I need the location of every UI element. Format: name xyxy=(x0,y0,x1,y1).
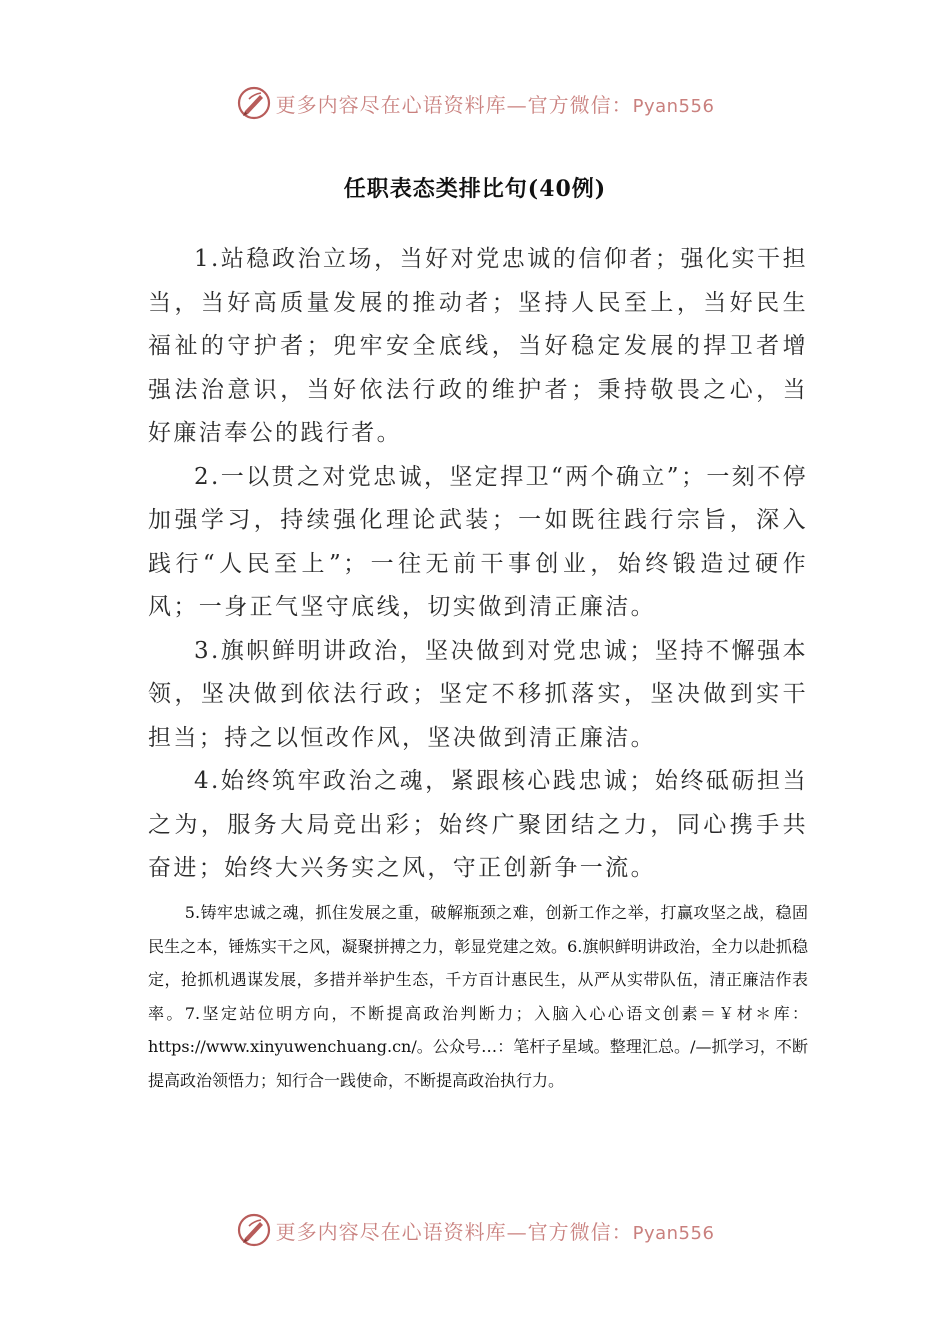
document-title: 任职表态类排比句(40例) xyxy=(343,176,607,202)
paragraph-5-7: 5.铸牢忠诚之魂，抓住发展之重，破解瓶颈之难，创新工作之举，打赢攻坚之战，稳固民生之本，锤炼实干之风，凝聚拼搏之力，彰显党建之效。6.旗帜鲜明讲政治，全力以赴抓稳定，抢抓机遇谋发展，多措并举护生态，千方百计惠民生，从严从实带队伍，清正廉洁作表率。7.坚定站位明方向，不断提高政治判断力；入脑入心心语文创素＝￥材＊库： https://www.xinyuwenchuang.cn/。公众号…：笔杆子星域。整理汇总。/—抓学习，不断提高政治领悟力；知行合一践使命，不断提高政治执行力。 xyxy=(148,903,808,1090)
paragraph-1: 1.站稳政治立场，当好对党忠诚的信仰者；强化实干担当，当好高质量发展的推动者；坚持人民至上，当好民生福祉的守护者；兜牢安全底线，当好稳定发展的捍卫者增强法治意识，当好依法行政的维护者；秉持敬畏之心，当好廉洁奉公的践行者。 xyxy=(148,246,808,446)
main-content xyxy=(148,238,808,891)
paragraph-3: 3.旗帜鲜明讲政治，坚决做到对党忠诚；坚持不懈强本领，坚决做到依法行政；坚定不移抓落实，坚决做到实干担当；持之以恒改作风，坚决做到清正廉洁。 xyxy=(148,637,808,751)
paragraph-4: 4.始终筑牢政治之魂，紧跟核心践忠诚；始终砥砺担当之为，服务大局竞出彩；始终广聚团结之力，同心携手共奋进；始终大兴务实之风，守正创新争一流。 xyxy=(148,768,808,881)
paragraph-2: 2.一以贯之对党忠诚，坚定捍卫“两个确立”；一刻不停加强学习，持续强化理论武装；一如既往践行宗旨，深入践行“人民至上”；一往无前干事创业，始终锻造过硬作风；一身正气坚守底线，切实做到清正廉洁。 xyxy=(148,463,808,620)
wechat-id: Pyan556 xyxy=(632,1222,715,1244)
banner-text: 更多内容尽在心语资料库—官方微信： xyxy=(275,92,633,117)
wechat-id: Pyan556 xyxy=(632,95,715,117)
header-banner xyxy=(0,80,950,126)
pen-logo-icon xyxy=(236,85,272,121)
pen-logo-icon xyxy=(236,1212,272,1248)
footer-banner xyxy=(0,1207,950,1253)
banner-text: 更多内容尽在心语资料库—官方微信： xyxy=(275,1219,633,1244)
